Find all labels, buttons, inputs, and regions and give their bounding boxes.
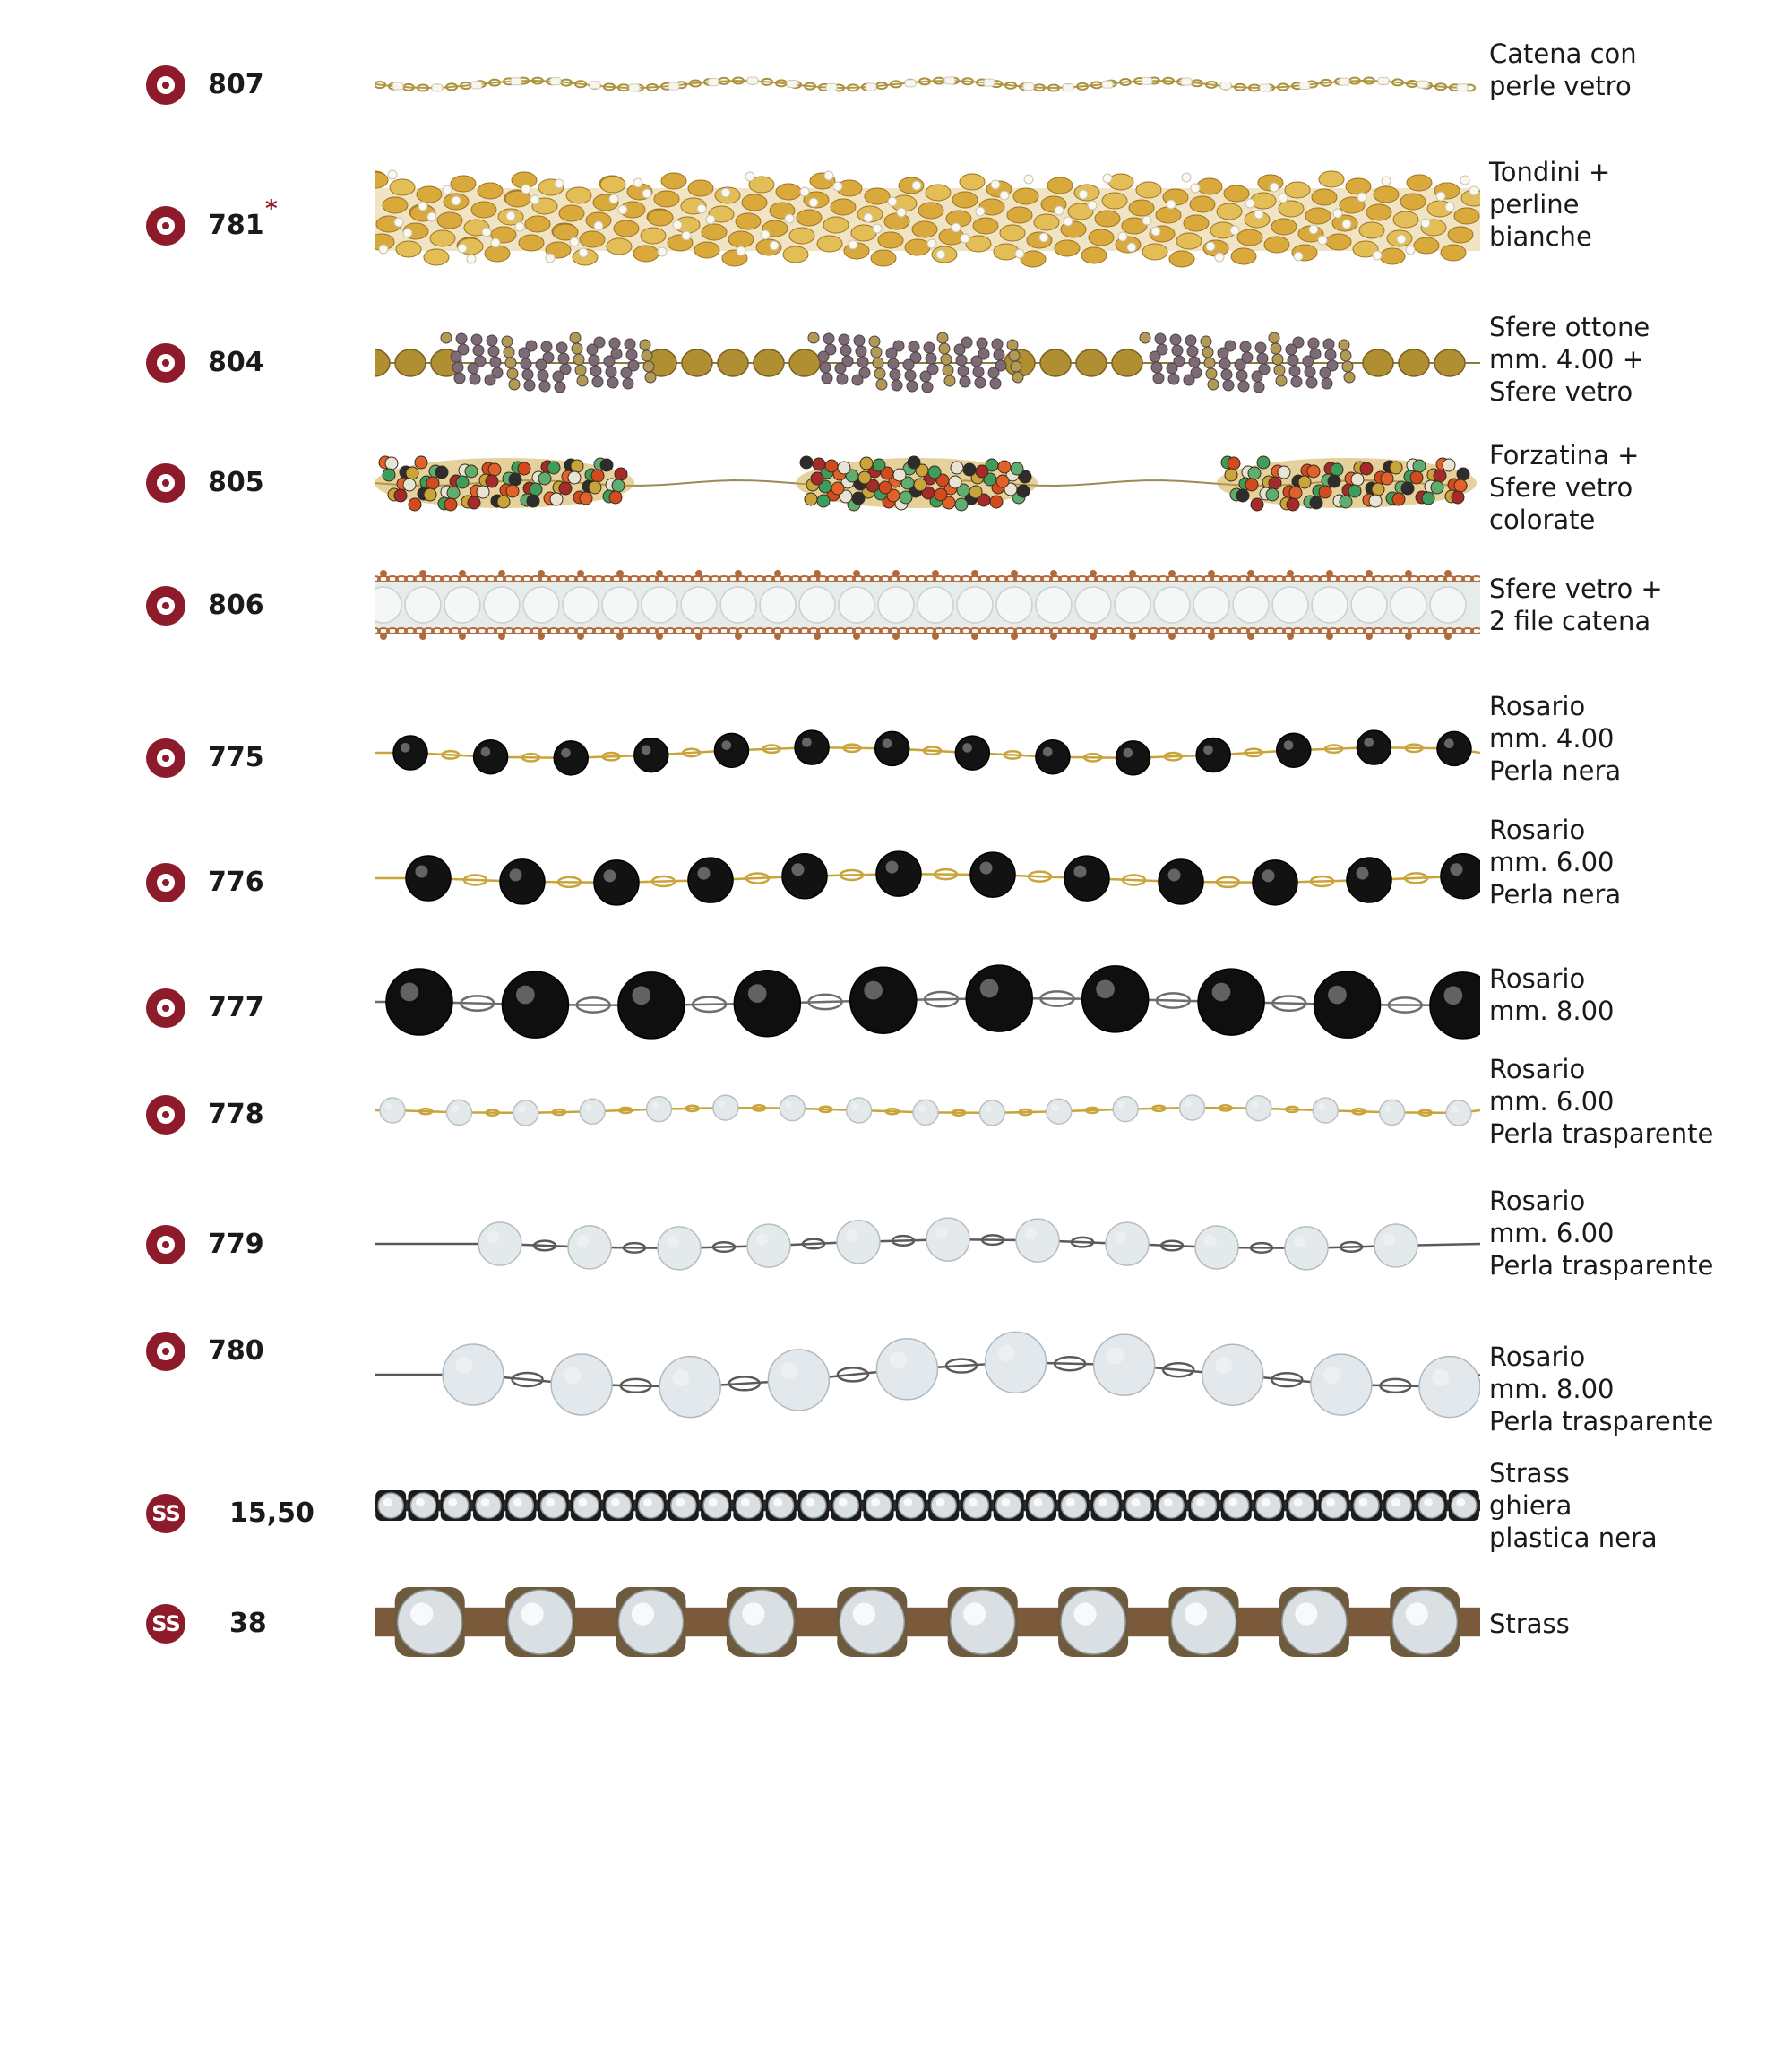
item-code: 778	[208, 1099, 264, 1130]
ss-icon: SS	[146, 1494, 185, 1533]
item-description: Sfere ottone mm. 4.00 + Sfere vetro	[1489, 312, 1650, 407]
item-780	[0, 1308, 1792, 1443]
ring-icon	[146, 738, 185, 778]
item-ss-15-50	[0, 1452, 1792, 1559]
chain-image	[375, 325, 1480, 401]
item-805	[0, 437, 1792, 545]
item-description: Forzatina + Sfere vetro colorate	[1489, 440, 1640, 535]
item-code: 781	[208, 210, 264, 241]
item-779	[0, 1183, 1792, 1299]
item-description: Strass	[1489, 1609, 1570, 1639]
item-description: Sfere vetro + 2 file catena	[1489, 574, 1663, 636]
ss-icon: SS	[146, 1604, 185, 1644]
asterisk-icon: *	[265, 195, 278, 222]
item-777	[0, 950, 1792, 1057]
item-code: 779	[208, 1229, 264, 1260]
ring-icon	[146, 463, 185, 503]
item-804	[0, 309, 1792, 417]
ring-icon	[146, 343, 185, 383]
ring-icon	[146, 206, 185, 246]
ring-icon	[146, 1095, 185, 1135]
ring-icon	[146, 586, 185, 626]
item-781	[0, 152, 1792, 287]
item-778	[0, 1053, 1792, 1152]
item-ss-38	[0, 1559, 1792, 1676]
item-776	[0, 814, 1792, 921]
item-code: 15,50	[229, 1497, 314, 1529]
chain-image	[375, 56, 1480, 113]
chain-image	[375, 950, 1480, 1057]
chain-image	[375, 717, 1480, 789]
chain-image	[375, 1474, 1480, 1537]
item-code: 805	[208, 467, 264, 498]
ring-icon	[146, 1332, 185, 1371]
ring-icon	[146, 65, 185, 105]
item-description: Rosario mm. 4.00 Perla nera	[1489, 691, 1622, 786]
chain-image	[375, 1568, 1480, 1676]
chain-image	[375, 161, 1480, 278]
item-description: Strass ghiera plastica nera	[1489, 1458, 1658, 1553]
item-description: Rosario mm. 6.00 Perla trasparente	[1489, 1186, 1714, 1281]
chain-image	[375, 443, 1480, 523]
chain-image	[375, 566, 1480, 643]
item-description: Rosario mm. 8.00 Perla trasparente	[1489, 1342, 1714, 1436]
item-code: 775	[208, 742, 264, 773]
item-807	[0, 36, 1792, 134]
ring-icon	[146, 1225, 185, 1264]
item-775	[0, 690, 1792, 798]
item-description: Rosario mm. 8.00	[1489, 963, 1615, 1026]
chain-image	[375, 1201, 1480, 1290]
item-description: Catena con perle vetro	[1489, 39, 1637, 101]
item-description: Tondini + perline bianche	[1489, 157, 1611, 252]
item-code: 807	[208, 69, 264, 100]
chain-image	[375, 1317, 1480, 1434]
item-code: 38	[229, 1608, 267, 1639]
item-806	[0, 565, 1792, 654]
item-description: Rosario mm. 6.00 Perla nera	[1489, 815, 1622, 910]
ring-icon	[146, 863, 185, 902]
item-code: 806	[208, 590, 264, 621]
item-code: 780	[208, 1335, 264, 1367]
chain-image	[375, 1085, 1480, 1135]
chain-image	[375, 835, 1480, 921]
item-code: 804	[208, 347, 264, 378]
ring-icon	[146, 988, 185, 1028]
item-description: Rosario mm. 6.00 Perla trasparente	[1489, 1054, 1714, 1149]
item-code: 777	[208, 992, 264, 1023]
item-code: 776	[208, 867, 264, 898]
